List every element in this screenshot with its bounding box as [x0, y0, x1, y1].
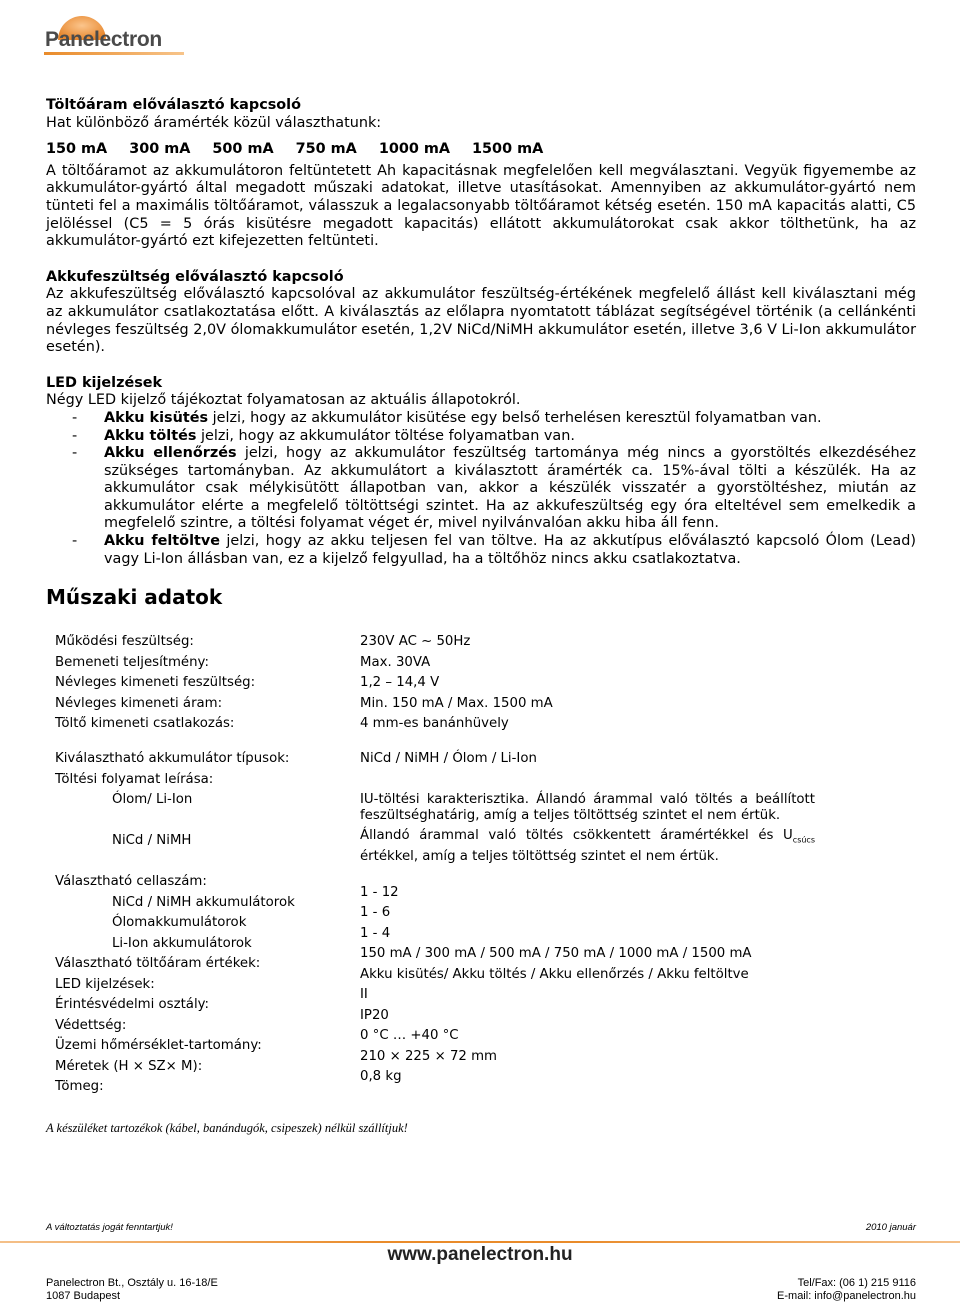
spec-row: Tömeg: 0,8 kg — [55, 1069, 402, 1094]
spec-row: Kiválasztható akkumulátor típusok: NiCd / NiMH / Ólom / Li-Ion — [55, 751, 537, 766]
footer-address — [46, 1277, 218, 1302]
spec-row: Töltési folyamat leírása: — [55, 771, 214, 787]
spec-lead-description: IU-töltési karakterisztika. Állandó árammal való töltés a beállított feszültséghatárig, amíg a teljes töltöttség szintet el nem értük. — [360, 792, 815, 823]
led-list — [46, 410, 916, 568]
footer-email-link[interactable]: E-mail: info@panelectron.hu — [777, 1289, 916, 1302]
led-intro: Négy LED kijelző tájékoztat folyamatosan az aktuális állapotokról. — [46, 392, 521, 409]
accessories-note: A készüléket tartozékok (kábel, banándugók, csipeszek) nélkül szállítjuk! — [46, 1121, 408, 1135]
document-body — [46, 97, 916, 610]
section-subtitle: Hat különböző áramérték közül választhatunk: — [46, 114, 382, 131]
spec-row: Működési feszültség: 230V AC ~ 50Hz — [55, 634, 471, 649]
section-title-voltage: Akkufeszültség előválasztó kapcsoló — [46, 268, 344, 285]
spec-row: Névleges kimeneti áram: Min. 150 mA / Max. 1500 mA — [55, 695, 553, 711]
footer-rights: A változtatás jogát fenntartjuk! — [46, 1222, 173, 1233]
footer-city: 1087 Budapest — [46, 1289, 121, 1302]
charge-current-paragraph: A töltőáramot az akkumulátoron feltüntetett Ah kapacitásnak megfelelően kell megválasztani. Vegyük figyemembe az akkumulátor-gyártó által megadott műszaki adatokat, illetve utasításokat. Amennyiben az akkumulátor-gyártó nem tünteti fel a maximális töltőáramot, válasszuk a legalacsonyabb töltőáramot kétség esetén. 150 mA kapacitás alatti, C5 jelöléssel (C5 = 5 órás kisütésre megadott kapacitás) ellátott akkumulátorokat csak akkor tölthetünk, ha az akkumulátor-gyártó ezt kifejezetten feltünteti. — [46, 162, 916, 250]
company-logo — [44, 4, 244, 56]
current-option: 750 mA — [295, 141, 357, 158]
spec-row: LED kijelzések: Akku kisütés/ Akku töltés / Akku ellenőrzés / Akku feltöltve — [55, 966, 749, 992]
logo-underline — [44, 52, 184, 55]
list-item: - Akku feltöltve jelzi, hogy az akku teljesen fel van töltve. Ha az akkutípus előválasztó kapcsoló Ólom (Lead) vagy Li-Ion állásban van, ez a kijelző felgyullad, ha a töltőhöz nincs akku csatlakoztatva. — [72, 533, 916, 567]
current-option: 500 mA — [212, 141, 274, 158]
spec-row: Választható cellaszám: — [55, 874, 207, 889]
current-option: 1000 mA — [378, 141, 451, 158]
spec-row: Bemeneti teljesítmény: Max. 30VA — [55, 654, 431, 670]
spec-row: Névleges kimeneti feszültség: 1,2 – 14,4 V — [55, 675, 440, 690]
current-option: 1500 mA — [472, 141, 544, 158]
section-title-charge-current: Töltőáram előválasztó kapcsoló — [46, 97, 301, 113]
footer-contact — [777, 1277, 916, 1302]
current-option: 150 mA — [46, 141, 108, 158]
spec-row: Üzemi hőmérséklet-tartomány: 0 °C … +40 °C — [55, 1028, 459, 1053]
spec-nicd-description: Állandó árammal való töltés csökkentett áramértékkel és $U_{csúcs}$ értékkel, amíg a teljes töltöttség szintet el nem értük. — [360, 828, 815, 864]
spec-row: Méretek (H × SZ× M): 210 × 225 × 72 mm — [55, 1048, 498, 1074]
spec-row: Ólomakkumulátorok 1 - 6 — [112, 905, 391, 930]
footer-phone: Tel/Fax: (06 1) 215 9116 — [797, 1277, 916, 1289]
footer-date: 2010 január — [865, 1222, 916, 1233]
footer-company: Panelectron Bt., Osztály u. 16-18/E — [46, 1277, 218, 1289]
section-title-led: LED kijelzések — [46, 374, 163, 391]
current-option: 300 mA — [129, 141, 191, 158]
spec-row: Érintésvédelmi osztály: II — [55, 987, 368, 1012]
spec-row: Választható töltőáram értékek: 150 mA / 300 mA / 500 mA / 750 mA / 1000 mA / 1500 mA — [55, 946, 752, 971]
list-item: - Akku kisütés jelzi, hogy az akkumulátor kisütése egy belső terhelésen keresztül folyamatban van. — [72, 409, 822, 426]
spec-row: Ólom/ Li-Ion — [112, 792, 193, 807]
spec-row: Li-Ion akkumulátorok 1 - 4 — [112, 925, 391, 951]
list-item: - Akku töltés jelzi, hogy az akkumulátor töltése folyamatban van. — [72, 427, 575, 444]
spec-row: Védettség: IP20 — [55, 1007, 389, 1033]
list-item: - Akku ellenőrzés jelzi, hogy az akkumulátor feszültség tartománya még nincs a gyorstöltés elkezdéséhez szükséges tartományban. Az akkumulátort a kiválasztott áramérték ca. 15%-ával tölti a készülék. Ha az akkumulátor csak mélykisütött állapotban van, akkor a készülék visszatér a gyorstöltéshez, miután az akkumulátor elérte a megfelelő töltöttségi szintet. Ha az akkufeszültség egy óra elteltével sem emelkedik a megfelelő szintre, a töltési folyamat véget ér, mivel nyilvánvalóan akku hiba áll fenn. — [72, 445, 916, 532]
logo-text: Panelectron — [45, 28, 162, 51]
spec-row: Töltő kimeneti csatlakozás: 4 mm-es banánhüvely — [55, 716, 509, 731]
spec-row: NiCd / NiMH — [112, 833, 192, 848]
spec-row: NiCd / NiMH akkumulátorok 1 - 12 — [112, 884, 399, 910]
voltage-paragraph: Az akkufeszültség előválasztó kapcsolóval az akkumulátor feszültség-értékének megfelelő állást kell kiválasztani még az akkumulátor csatlakoztatása előtt. A kiválasztás az előlapra nyomtatott táblázat segítségével történik (a cellánkénti névleges feszültség 2,0V ólomakkumulátor esetén, 1,2V NiCd/NiMH akkumulátor esetén, illetve 3,6 V Li-Ion akkumulátor esetén). — [46, 286, 916, 356]
footer-website-link[interactable]: www.panelectron.hu — [387, 1244, 573, 1265]
footer-divider — [0, 1241, 960, 1243]
section-title-specs: Műszaki adatok — [46, 585, 223, 610]
current-options — [46, 141, 916, 159]
